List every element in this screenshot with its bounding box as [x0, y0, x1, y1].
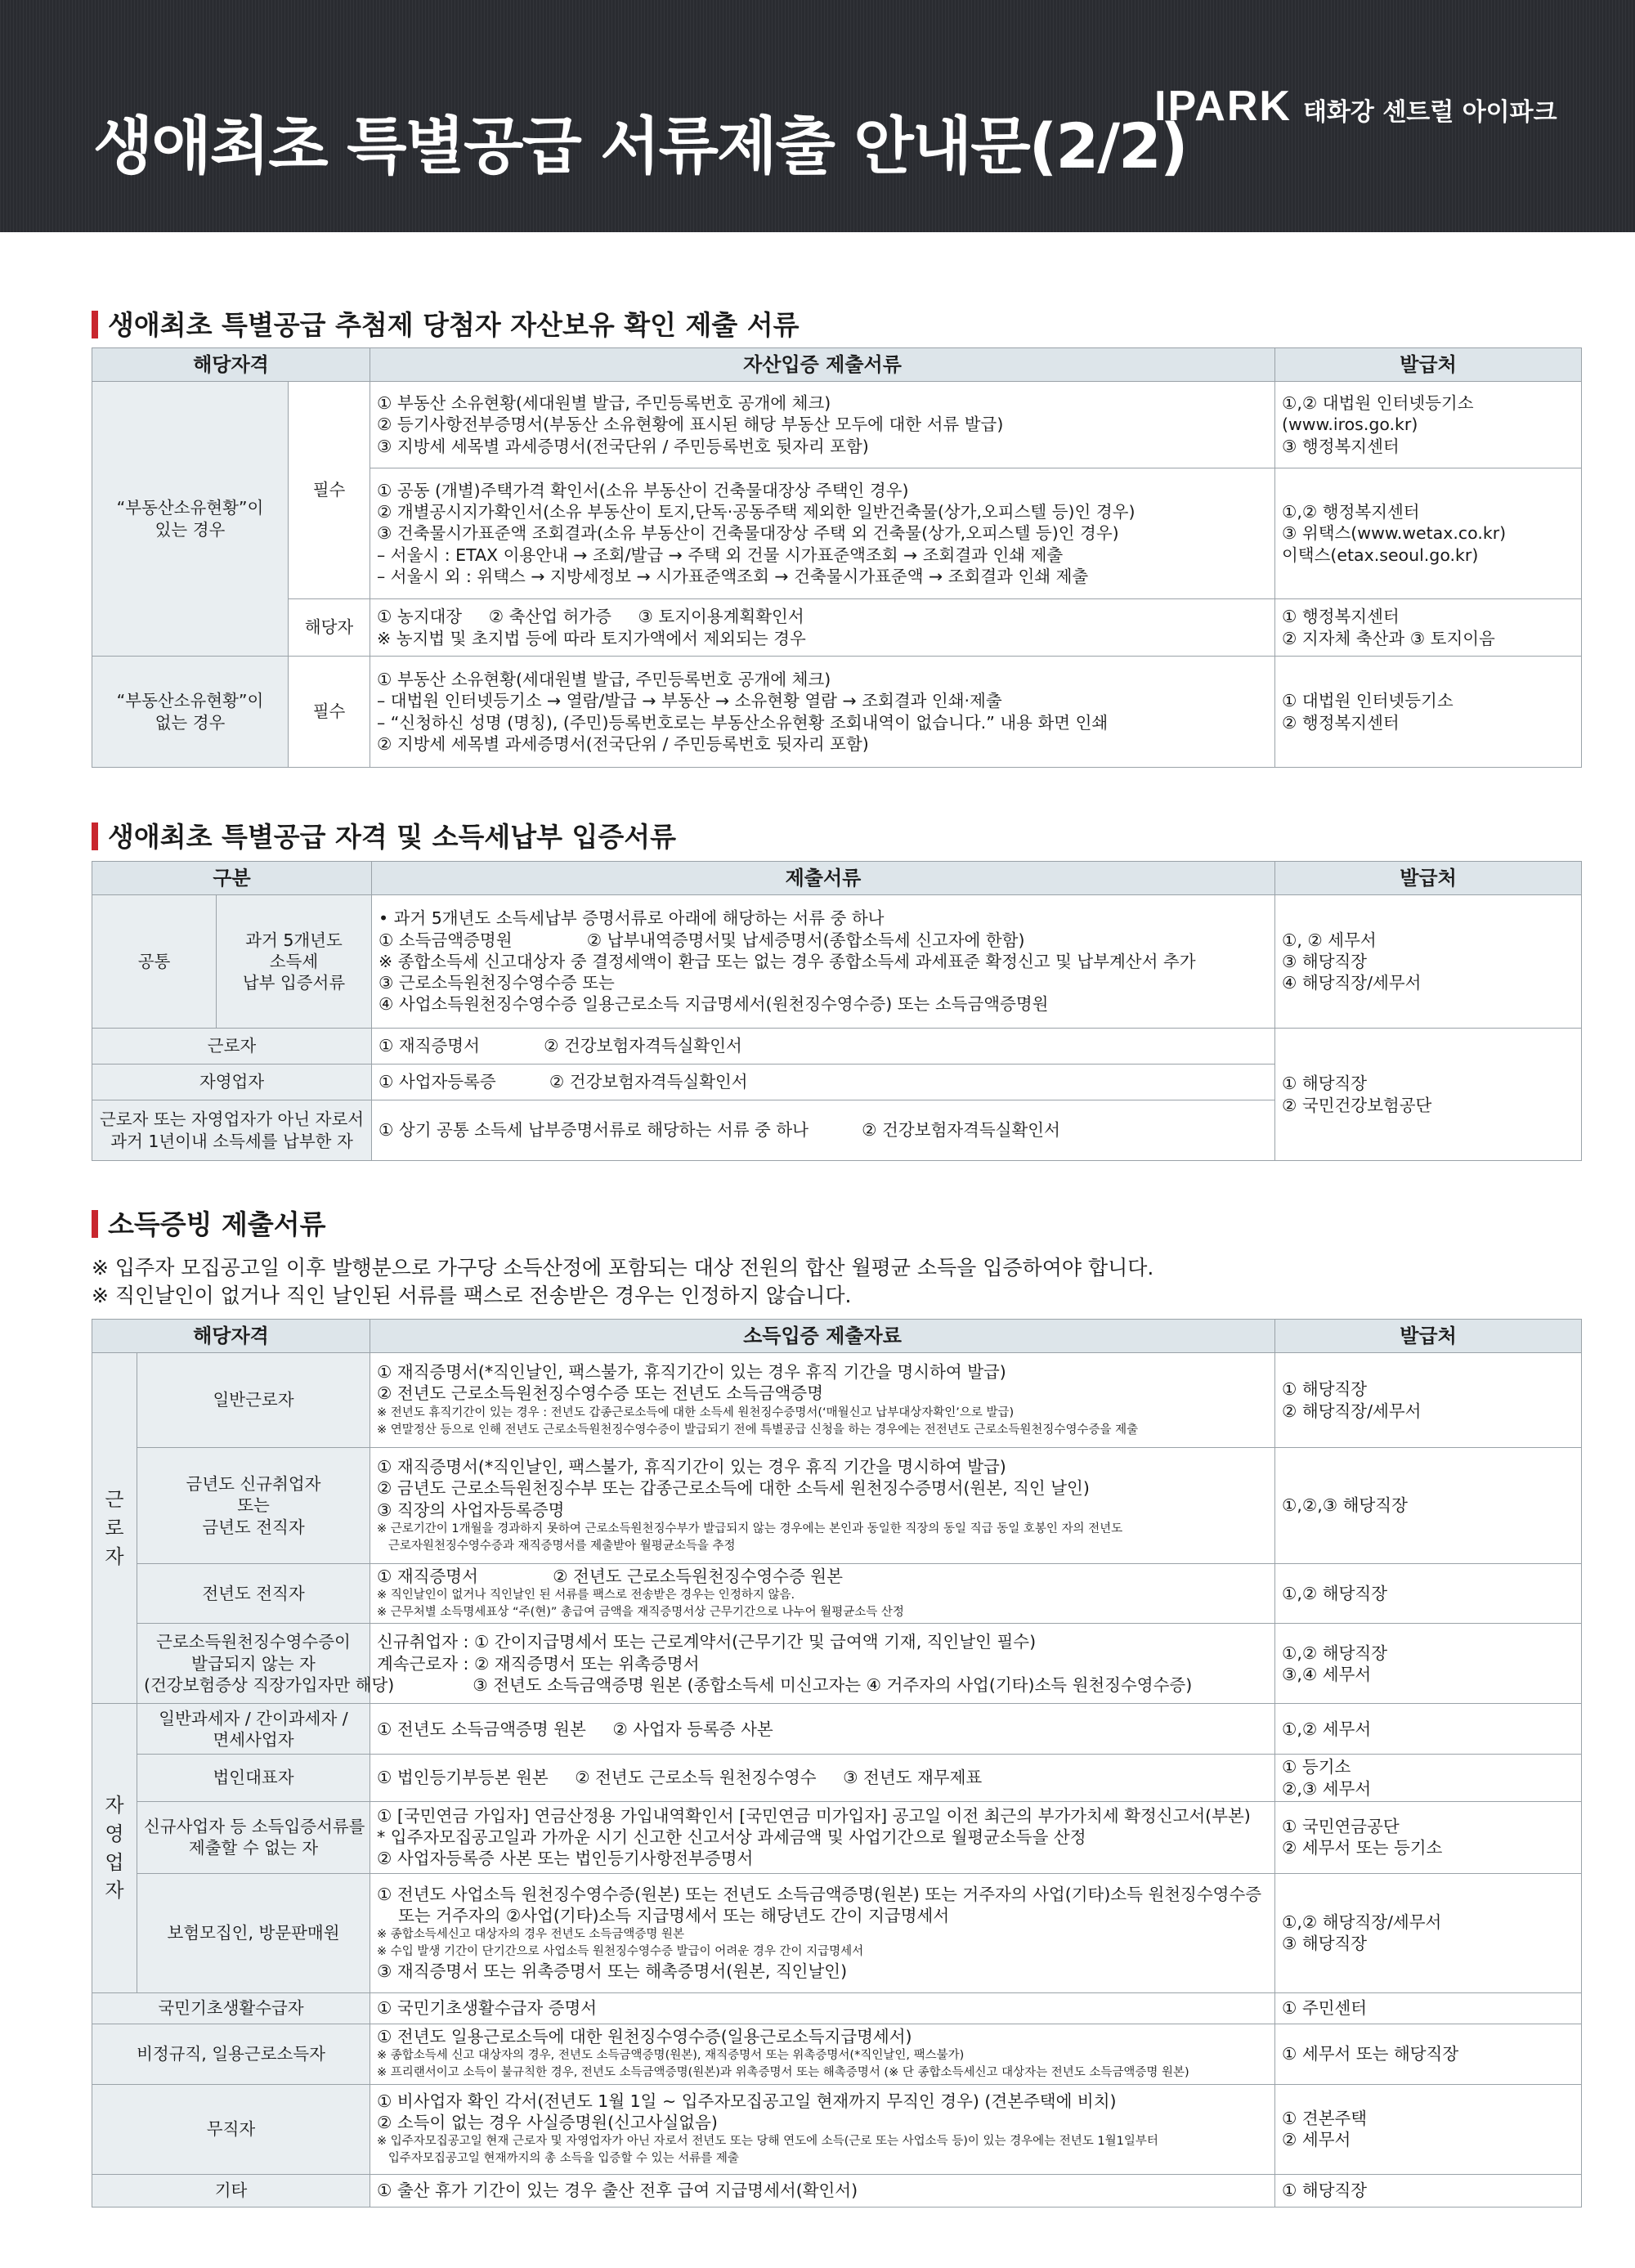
docs-cell: ① 재직증명서 ② 건강보험자격득실확인서 — [372, 1029, 1275, 1065]
col-header: 해당자격 — [92, 1320, 370, 1353]
text-line: 국민기초생활수급자 — [158, 1998, 304, 2019]
text-line: ① 주민센터 — [1282, 1998, 1368, 2019]
table-row — [92, 1704, 1582, 1755]
text-line: ②,③ 세무서 — [1282, 1778, 1372, 1799]
label-cell: 자영업자 — [92, 1065, 372, 1100]
col-header: 발급처 — [1275, 1320, 1582, 1353]
text-line: 기타 — [214, 2181, 248, 2201]
footnote-line: ※ 근로기간이 1개월을 경과하지 못하여 근로소득원천징수부가 발급되지 않는 경우에는 본인과 동일한 직장의 동일 직급 동일 호봉인 자의 전년도 — [377, 1522, 1123, 1535]
type-cell: 필수 — [289, 657, 370, 768]
text-line: – 서울시 : ETAX 이용안내 → 조회/발급 → 주택 외 건물 시가표준액조회 → 조회결과 인쇄 제출 — [377, 545, 1064, 565]
text-line: ①,② 행정복지센터 — [1282, 502, 1420, 522]
docs-cell — [370, 1448, 1275, 1564]
docs-cell — [370, 2084, 1275, 2174]
table-row — [92, 382, 1582, 468]
footnote-line: ※ 종합소득세신고 대상자의 경우 전년도 소득금액증명 원본 — [377, 1928, 684, 1942]
text-line: ① 해당직장 — [1282, 1073, 1368, 1094]
issuer-cell — [1275, 1992, 1582, 2024]
issuer-cell — [1275, 1353, 1582, 1448]
text-line: 무직자 — [206, 2119, 256, 2140]
issuer-cell — [1275, 1448, 1582, 1564]
doc-line: 또는 거주자의 ②사업(기타)소득 지급명세서 또는 해당년도 간이 지급명세서 — [377, 1906, 950, 1926]
text-line: ① 세무서 또는 해당직장 — [1282, 2044, 1459, 2064]
doc-line: ① [국민연금 가입자] 연금산정용 가입내역확인서 [국민연금 미가입자] 공고일 이전 최근의 부가가치세 확정신고서(부본) — [377, 1805, 1251, 1826]
doc-line: ① 비사업자 확인 각서(전년도 1월 1일 ~ 입주자모집공고일 현재까지 무직인 경우) (견본주택에 비치) — [377, 2091, 1117, 2111]
issuer-cell — [1275, 1873, 1582, 1992]
table-header-row — [92, 862, 1582, 895]
table-row — [92, 1564, 1582, 1624]
footnote-line: ※ 종합소득세 신고 대상자의 경우, 전년도 소득금액증명(원본), 재직증명서 또는 위촉증명서(*직인날인, 팩스불가) — [377, 2049, 965, 2063]
footnote-line: ※ 수입 발생 기간이 단기간으로 사업소득 원천징수영수증 발급이 어려운 경우 간이 지급명세서 — [377, 1945, 864, 1959]
group-cell: “부동산소유현황”이 있는 경우 — [92, 382, 289, 657]
text-line: ① 대법원 인터넷등기소 — [1282, 691, 1454, 711]
doc-line: ① 전년도 사업소득 원천징수영수증(원본) 또는 전년도 소득금액증명(원본) 또는 거주자의 사업(기타)소득 원천징수영수증 — [377, 1884, 1262, 1904]
text-line: ③ 근로소득원천징수영수증 또는 — [379, 973, 615, 993]
docs-cell — [370, 657, 1275, 768]
label-cell — [137, 1755, 370, 1801]
text-line: 발급되지 않는 자 — [191, 1653, 316, 1674]
table-row — [92, 2024, 1582, 2084]
section3-title: 소득증빙 제출서류 — [92, 1203, 326, 1242]
text-line: 면세사업자 — [213, 1729, 294, 1750]
text-line: 일반근로자 — [213, 1390, 294, 1410]
text-line: ② 세무서 — [1282, 2130, 1351, 2150]
issuer-cell — [1275, 1564, 1582, 1624]
text-line: 또는 — [237, 1495, 270, 1516]
text-line: ① 농지대장 ② 축산업 허가증 ③ 토지이용계획확인서 — [377, 607, 804, 627]
docs-cell — [370, 1704, 1275, 1755]
footnote-line: ※ 직인날인이 없거나 직인날인 된 서류를 팩스로 전송받은 경우는 인정하지 않음. — [377, 1589, 795, 1602]
table-row — [92, 1624, 1582, 1704]
footnote-line: 근로자원천징수영수증과 재직증명서를 제출받아 월평균소득을 추정 — [377, 1539, 736, 1553]
footnote-line: ※ 입주자모집공고일 현재 근로자 및 자영업자가 아닌 자로서 전년도 또는 당해 연도에 소득(근로 또는 사업소득 등)이 있는 경우에는 전년도 1월1일부터 — [377, 2135, 1158, 2149]
text-line: ①,② 대법원 인터넷등기소 — [1282, 393, 1474, 414]
doc-line: ③ 전년도 소득금액증명 원본 (종합소득세 미신고자는 ④ 거주자의 사업(기타)소득 원천징수영수증) — [377, 1674, 1193, 1695]
qualification-table — [92, 861, 1582, 1161]
doc-line: ① 전년도 일용근로소득에 대한 원천징수영수증(일용근로소득지급명세서) — [377, 2027, 912, 2047]
table-row — [92, 1029, 1582, 1065]
text-line: ① 해당직장 — [1282, 2181, 1368, 2201]
doc-line: * 입주자모집공고일과 가까운 시기 신고한 신고서상 과세금액 및 사업기간으로 월평균소득을 산정 — [377, 1827, 1086, 1848]
label-cell — [92, 2174, 370, 2207]
text-line: 전년도 전직자 — [202, 1584, 305, 1604]
text-line: ①, ② 세무서 — [1282, 930, 1377, 950]
text-line: ① 국민연금공단 — [1282, 1817, 1400, 1836]
type-cell: 필수 — [289, 382, 370, 599]
issuer-cell — [1275, 2084, 1582, 2174]
text-line: • 과거 5개년도 소득세납부 증명서류로 아래에 해당하는 서류 중 하나 — [379, 908, 885, 929]
col-header: 자산입증 제출서류 — [370, 348, 1275, 382]
text-line: ③ 행정복지센터 — [1282, 436, 1400, 456]
text-line: 제출할 수 없는 자 — [188, 1838, 319, 1858]
table-row — [92, 1755, 1582, 1801]
docs-cell: ① 상기 공통 소득세 납부증명서류로 해당하는 서류 중 하나 ② 건강보험자격득실확인서 — [372, 1100, 1275, 1161]
table-header-row — [92, 348, 1582, 382]
text-line: ① 공동 (개별)주택가격 확인서(소유 부동산이 건축물대장상 주택인 경우) — [377, 480, 909, 500]
table-row — [92, 1801, 1582, 1873]
asset-proof-table — [92, 347, 1582, 768]
docs-cell: ① 사업자등록증 ② 건강보험자격득실확인서 — [372, 1065, 1275, 1100]
type-cell: 해당자 — [289, 599, 370, 657]
text-line: ② 개별공시지가확인서(소유 부동산이 토지,단독·공동주택 제외한 일반건축물(상가,오피스텔 등)인 경우) — [377, 502, 1136, 522]
text-line: ③ 건축물시가표준액 조회결과(소유 부동산이 건축물대장상 주택 외 건축물(상가,오피스텔 등)인 경우) — [377, 523, 1119, 544]
issuer-cell — [1275, 1801, 1582, 1873]
logo-brand: IPARK — [1154, 83, 1292, 130]
page-title: 생애최초 특별공급 서류제출 안내문(2/2) — [93, 110, 1187, 182]
doc-line: ① 재직증명서(*직인날인, 팩스불가, 휴직기간이 있는 경우 휴직 기간을 명시하여 발급) — [377, 1457, 1006, 1477]
label-cell — [92, 1100, 372, 1161]
text-line: ④ 해당직장/세무서 — [1282, 973, 1422, 993]
issuer-cell — [1275, 1704, 1582, 1755]
footnote-line: 입주자모집공고일 현재까지의 총 소득을 입증할 수 있는 서류를 제출 — [377, 2152, 739, 2166]
text-line: ① 해당직장 — [1282, 1379, 1368, 1400]
docs-cell — [370, 1755, 1275, 1801]
text-line: 과거 1년이내 소득세를 납부한 자 — [110, 1131, 353, 1151]
text-line: 신규사업자 등 소득입증서류를 — [144, 1817, 365, 1836]
subgroup-cell — [217, 895, 372, 1029]
label-cell — [137, 1624, 395, 1704]
text-line: 금년도 전직자 — [202, 1517, 305, 1537]
text-line: 보험모집인, 방문판매원 — [167, 1923, 340, 1943]
text-line: ① 부동산 소유현황(세대원별 발급, 주민등록번호 공개에 체크) — [377, 393, 831, 414]
col-header: 제출서류 — [372, 862, 1275, 895]
group-cell: “부동산소유현황”이 없는 경우 — [92, 657, 289, 768]
text-line: ① 부동산 소유현황(세대원별 발급, 주민등록번호 공개에 체크) — [377, 670, 831, 690]
doc-line: 신규취업자 : ① 간이지급명세서 또는 근로계약서(근무기간 및 급여액 기재, 직인날인 필수) — [377, 1632, 1037, 1652]
group-cell: 자영업자 — [92, 1704, 137, 1992]
docs-cell — [370, 599, 1275, 657]
text-line: ※ 농지법 및 초지법 등에 따라 토지가액에서 제외되는 경우 — [377, 628, 806, 648]
text-line: ② 국민건강보험공단 — [1282, 1095, 1432, 1115]
footnote-line: ※ 전년도 휴직기간이 있는 경우 : 전년도 갑종근로소득에 대한 소득세 원천징수증명서(‘매월신고 납부대상자확인’으로 발급) — [377, 1405, 1015, 1419]
table-row — [92, 1992, 1582, 2024]
text-line: ③ 위택스(www.wetax.co.kr) — [1282, 523, 1507, 544]
table-row — [92, 1353, 1582, 1448]
text-line: 근로자 또는 자영업자가 아닌 자로서 — [99, 1109, 365, 1130]
text-line: 납부 입증서류 — [242, 973, 346, 993]
text-line: – “신청하신 성명 (명칭), (주민)등록번호로는 부동산소유현황 조회내역이 없습니다.” 내용 화면 인쇄 — [377, 712, 1109, 733]
table-row — [92, 2174, 1582, 2207]
issuer-cell — [1275, 657, 1582, 768]
doc-line: ② 소득이 없는 경우 사실증명원(신고사실없음) — [377, 2113, 718, 2133]
text-line: ※ 종합소득세 신고대상자 중 결정세액이 환급 또는 없는 경우 종합소득세 과세표준 확정신고 및 납부계산서 추가 — [379, 951, 1196, 971]
footnote-line: ※ 근무처별 소득명세표상 “주(현)” 총급여 금액을 재직증명서상 근무기간으로 나누어 월평균소득 산정 — [377, 1606, 904, 1620]
docs-cell — [370, 1801, 1275, 1873]
income-note-1: ※ 입주자 모집공고일 이후 발행분으로 가구당 소득산정에 포함되는 대상 전원의 합산 월평균 소득을 입증하여야 합니다. — [92, 1256, 1154, 1280]
group-cell: 근로자 — [92, 1353, 137, 1704]
col-header: 구분 — [92, 862, 372, 895]
doc-line: 계속근로자 : ② 재직증명서 또는 위촉증명서 — [377, 1653, 700, 1674]
doc-line: ② 사업자등록증 사본 또는 법인등기사항전부증명서 — [377, 1849, 754, 1869]
doc-line: ① 국민기초생활수급자 증명서 — [377, 1998, 598, 2019]
docs-cell — [370, 2024, 1275, 2084]
docs-cell — [370, 1353, 1275, 1448]
income-proof-table — [92, 1319, 1582, 2207]
text-line: ② 해당직장/세무서 — [1282, 1401, 1422, 1421]
text-line: – 대법원 인터넷등기소 → 열람/발급 → 부동산 → 소유현황 열람 → 조회결과 인쇄·제출 — [377, 691, 1002, 711]
docs-cell — [370, 1873, 1275, 1992]
text-line: (건강보험증상 직장가입자만 해당) — [144, 1674, 395, 1695]
doc-line: ② 전년도 근로소득원천징수영수증 또는 전년도 소득금액증명 — [377, 1383, 824, 1404]
section-marker — [92, 822, 98, 850]
col-header: 소득입증 제출자료 — [370, 1320, 1275, 1353]
text-line: ② 세무서 또는 등기소 — [1282, 1838, 1443, 1858]
text-line: 일반과세자 / 간이과세자 / — [159, 1708, 348, 1728]
issuer-cell — [1275, 1029, 1582, 1161]
label-cell — [137, 1873, 370, 1992]
text-line: ①,② 세무서 — [1282, 1719, 1372, 1739]
text-line: ① 행정복지센터 — [1282, 607, 1400, 627]
text-line: 소득세 — [269, 951, 319, 971]
text-line: ③ 해당직장 — [1282, 951, 1368, 971]
logo-subtitle: 태화강 센트럴 아이파크 — [1302, 98, 1557, 127]
label-cell — [92, 2024, 370, 2084]
text-line: ② 행정복지센터 — [1282, 712, 1400, 733]
doc-line: ① 재직증명서(*직인날인, 팩스불가, 휴직기간이 있는 경우 휴직 기간을 명시하여 발급) — [377, 1362, 1006, 1383]
group-cell: 공통 — [92, 895, 217, 1029]
text-line: ② 지방세 세목별 과세증명서(전국단위 / 주민등록번호 뒷자리 포함) — [377, 733, 869, 754]
text-line: ③,④ 세무서 — [1282, 1664, 1372, 1684]
text-line: 비정규직, 일용근로소득자 — [137, 2044, 325, 2064]
footnote-line: ※ 연말정산 등으로 인해 전년도 근로소득원천징수영수증이 발급되기 전에 특별공급 신청을 하는 경우에는 전전년도 근로소득원천징수영수증을 제출 — [377, 1423, 1139, 1437]
section2-title: 생애최초 특별공급 자격 및 소득세납부 입증서류 — [92, 816, 676, 854]
doc-line: ① 출산 휴가 기간이 있는 경우 출산 전후 급여 지급명세서(확인서) — [377, 2181, 858, 2201]
issuer-cell — [1275, 1755, 1582, 1801]
doc-line: ① 법인등기부등본 원본 ② 전년도 근로소득 원천징수영수 ③ 전년도 재무제표 — [377, 1768, 983, 1788]
issuer-cell — [1275, 468, 1582, 599]
brand-logo — [1154, 82, 1557, 131]
issuer-cell — [1275, 895, 1582, 1029]
label-cell — [92, 2084, 370, 2174]
text-line: 이택스(etax.seoul.go.kr) — [1282, 545, 1479, 565]
table-row — [92, 1448, 1582, 1564]
text-line: ③ 해당직장 — [1282, 1934, 1368, 1954]
text-line: ④ 사업소득원천징수영수증 일용근로소득 지급명세서(원천징수영수증) 또는 소득금액증명원 — [379, 994, 1049, 1015]
label-cell — [137, 1801, 370, 1873]
docs-cell — [370, 1992, 1275, 2024]
doc-line: ① 재직증명서 ② 전년도 근로소득원천징수영수증 원본 — [377, 1567, 843, 1586]
section-marker — [92, 1210, 98, 1238]
label-cell — [137, 1353, 370, 1448]
section-marker — [92, 311, 98, 338]
docs-cell — [370, 1564, 1275, 1624]
col-header: 해당자격 — [92, 348, 370, 382]
label-cell — [137, 1448, 370, 1564]
table-row — [92, 2084, 1582, 2174]
text-line: 과거 5개년도 — [245, 930, 343, 950]
footnote-line: ※ 프리랜서이고 소득이 불규칙한 경우, 전년도 소득금액증명(원본)과 위촉증명서 또는 해촉증명서 (※ 단 종합소득세신고 대상자는 전년도 소득금액증명 원본) — [377, 2066, 1189, 2080]
docs-cell — [370, 382, 1275, 468]
text-line: ① 견본주택 — [1282, 2109, 1368, 2128]
table-row — [92, 599, 1582, 657]
col-header: 발급처 — [1275, 862, 1582, 895]
page-header — [0, 0, 1635, 232]
table-row — [92, 895, 1582, 1029]
text-line: 근로소득원천징수영수증이 — [156, 1632, 351, 1652]
label-cell — [92, 1992, 370, 2024]
doc-line: ③ 직장의 사업자등록증명 — [377, 1499, 565, 1520]
label-cell — [137, 1704, 370, 1755]
col-header: 발급처 — [1275, 348, 1582, 382]
text-line: ①,② 해당직장/세무서 — [1282, 1912, 1442, 1932]
table-header-row — [92, 1320, 1582, 1353]
label-cell — [137, 1564, 370, 1624]
text-line: 금년도 신규취업자 — [186, 1474, 321, 1495]
text-line: ①,② 해당직장 — [1282, 1643, 1388, 1663]
text-line: 법인대표자 — [213, 1768, 294, 1788]
text-line: ①,② 해당직장 — [1282, 1584, 1388, 1604]
section1-title: 생애최초 특별공급 추첨제 당첨자 자산보유 확인 제출 서류 — [92, 304, 800, 343]
text-line: ① 등기소 — [1282, 1757, 1351, 1777]
text-line: ①,②,③ 해당직장 — [1282, 1495, 1408, 1516]
issuer-cell — [1275, 382, 1582, 468]
docs-cell — [370, 468, 1275, 599]
table-row — [92, 657, 1582, 768]
text-line: – 서울시 외 : 위택스 → 지방세정보 → 시가표준액조회 → 건축물시가표준액 → 조회결과 인쇄 제출 — [377, 566, 1089, 586]
docs-cell — [372, 895, 1275, 1029]
income-note-2: ※ 직인날인이 없거나 직인 날인된 서류를 팩스로 전송받은 경우는 인정하지 않습니다. — [92, 1284, 852, 1307]
text-line: (www.iros.go.kr) — [1282, 415, 1418, 435]
issuer-cell — [1275, 2024, 1582, 2084]
text-line: ② 등기사항전부증명서(부동산 소유현황에 표시된 해당 부동산 모두에 대한 서류 발급) — [377, 415, 1004, 435]
text-line: ② 지자체 축산과 ③ 토지이음 — [1282, 628, 1495, 648]
issuer-cell — [1275, 599, 1582, 657]
table-row — [92, 1873, 1582, 1992]
text-line: ① 소득금액증명원 ② 납부내역증명서및 납세증명서(종합소득세 신고자에 한함) — [379, 930, 1025, 950]
docs-cell — [370, 1624, 1275, 1704]
doc-line: ① 전년도 소득금액증명 원본 ② 사업자 등록증 사본 — [377, 1719, 773, 1739]
issuer-cell — [1275, 1624, 1582, 1704]
issuer-cell — [1275, 2174, 1582, 2207]
label-cell: 근로자 — [92, 1029, 372, 1065]
doc-line: ② 금년도 근로소득원천징수부 또는 갑종근로소득에 대한 소득세 원천징수증명서(원본, 직인 날인) — [377, 1478, 1090, 1499]
text-line: ③ 지방세 세목별 과세증명서(전국단위 / 주민등록번호 뒷자리 포함) — [377, 436, 869, 456]
docs-cell — [370, 2174, 1275, 2207]
doc-line: ③ 재직증명서 또는 위촉증명서 또는 해촉증명서(원본, 직인날인) — [377, 1961, 848, 1982]
